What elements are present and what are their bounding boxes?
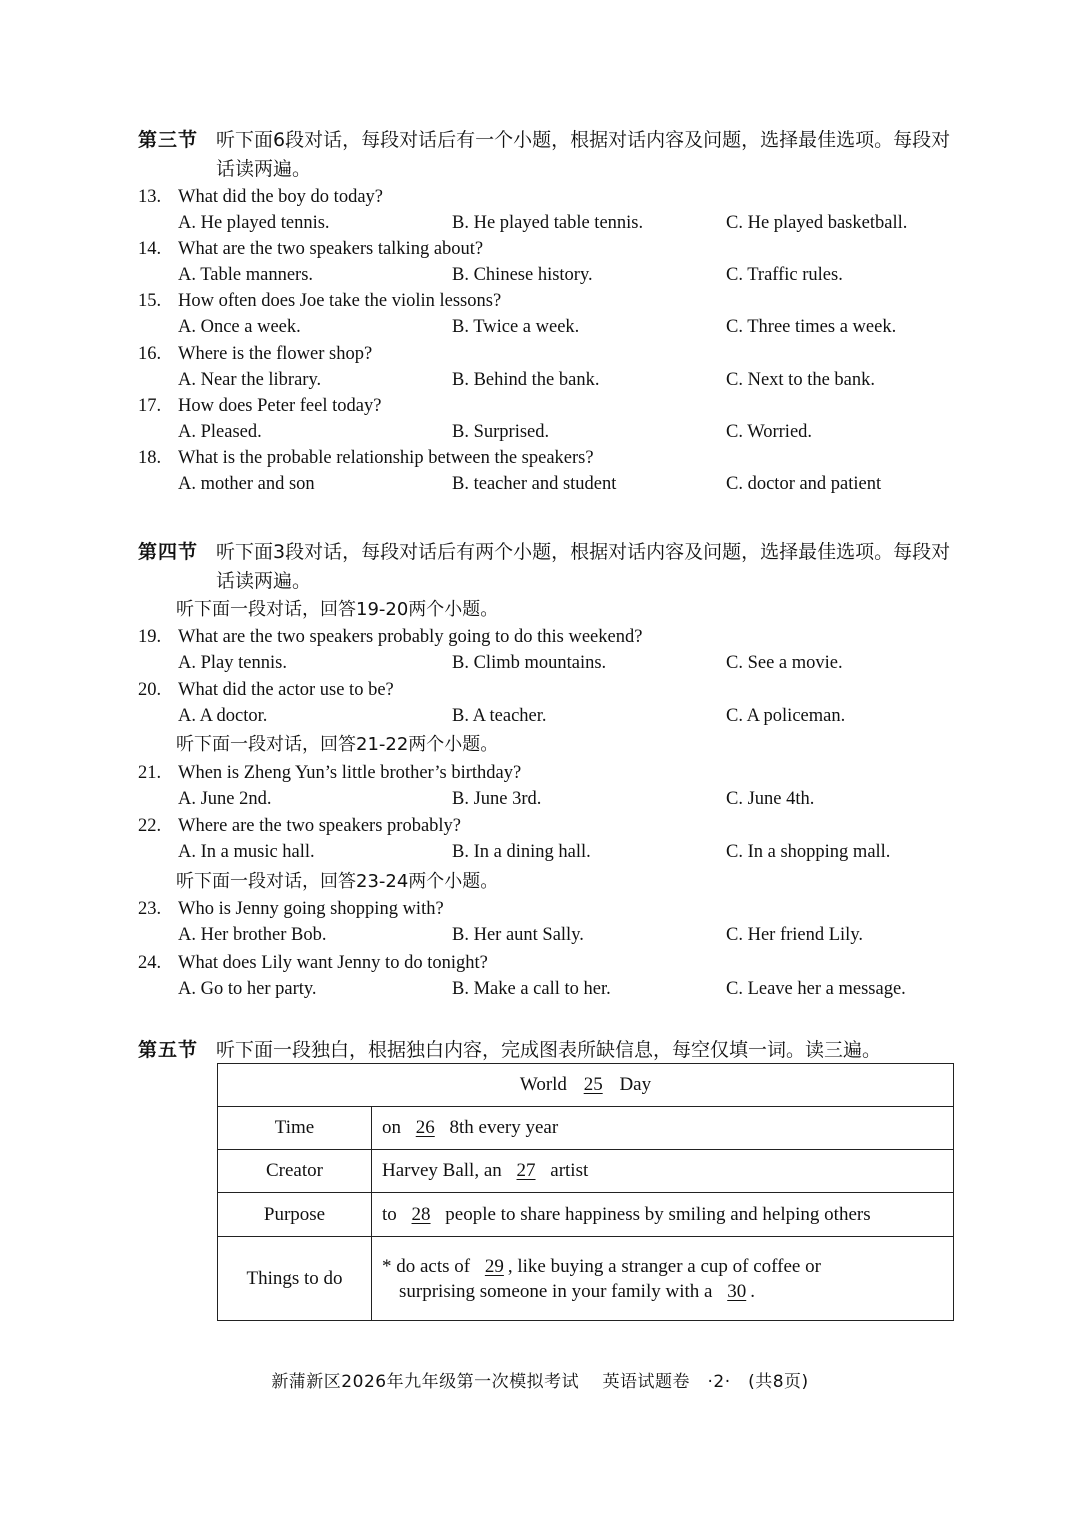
option-a: A. Pleased. <box>178 422 262 442</box>
question-item <box>138 239 958 291</box>
option-c: C. He played basketball. <box>726 213 908 233</box>
option-b: B. teacher and student <box>452 474 617 494</box>
purpose-prefix: to <box>382 1203 397 1225</box>
option-c: C. Next to the bank. <box>726 370 876 390</box>
option-c: C. Leave her a message. <box>726 979 906 999</box>
things-line-1 <box>382 1254 943 1279</box>
things-prefix: * do acts of <box>382 1255 471 1277</box>
option-b: B. He played table tennis. <box>452 213 644 233</box>
option-a: A. Her brother Bob. <box>178 925 327 945</box>
question-stem: What does Lily want Jenny to do tonight? <box>178 953 488 973</box>
option-a: A. He played tennis. <box>178 213 330 233</box>
section-3-label: 第三节 <box>138 129 199 151</box>
question-item <box>138 816 958 868</box>
purpose-suffix: people to share happiness by smiling and helping others <box>445 1203 871 1225</box>
creator-suffix: artist <box>550 1160 589 1181</box>
option-a: A. mother and son <box>178 474 315 494</box>
option-c: C. Her friend Lily. <box>726 925 863 945</box>
things-label: Things to do <box>218 1237 372 1321</box>
option-c: C. Traffic rules. <box>726 265 843 285</box>
option-b: B. Make a call to her. <box>452 979 611 999</box>
question-number: 14. <box>138 239 162 259</box>
blank-27: 27 <box>516 1160 536 1181</box>
section-4-subheading-2: 听下面一段对话，回答21-22两个小题。 <box>176 734 499 755</box>
section-4-label: 第四节 <box>138 541 199 563</box>
question-number: 17. <box>138 396 162 416</box>
table-row-creator <box>218 1150 954 1193</box>
option-c: C. doctor and patient <box>726 474 882 494</box>
option-c: C. In a shopping mall. <box>726 842 891 862</box>
question-number: 23. <box>138 899 162 919</box>
option-a: A. A doctor. <box>178 706 268 726</box>
question-stem: When is Zheng Yun’s little brother’s birthday? <box>178 763 522 783</box>
creator-value-cell <box>372 1150 954 1193</box>
info-table <box>217 1063 954 1321</box>
blank-25: 25 <box>583 1074 603 1095</box>
table-title-cell <box>218 1064 954 1107</box>
option-c: C. June 4th. <box>726 789 815 809</box>
question-item <box>138 187 958 239</box>
option-a: A. Go to her party. <box>178 979 317 999</box>
question-number: 15. <box>138 291 162 311</box>
option-b: B. Climb mountains. <box>452 653 607 673</box>
purpose-value-cell <box>372 1193 954 1237</box>
question-number: 16. <box>138 344 162 364</box>
question-number: 19. <box>138 627 162 647</box>
question-stem: What is the probable relationship between the speakers? <box>178 448 594 468</box>
title-prefix: World <box>519 1074 567 1095</box>
page-footer: 新蒲新区2026年九年级第一次模拟考试 英语试题卷 ·2· (共8页) <box>271 1372 809 1392</box>
question-stem: Where is the flower shop? <box>178 344 373 364</box>
table-title-row <box>218 1064 954 1107</box>
section-4-subheading-1: 听下面一段对话，回答19-20两个小题。 <box>176 599 499 620</box>
question-number: 24. <box>138 953 162 973</box>
time-label: Time <box>218 1107 372 1150</box>
question-item <box>138 680 958 732</box>
question-number: 13. <box>138 187 162 207</box>
option-b: B. Her aunt Sally. <box>452 925 584 945</box>
option-b: B. Surprised. <box>452 422 550 442</box>
blank-28: 28 <box>411 1203 431 1225</box>
things-line2-prefix: surprising someone in your family with a <box>399 1280 713 1302</box>
question-item <box>138 627 958 679</box>
question-item <box>138 899 958 951</box>
question-stem: Who is Jenny going shopping with? <box>178 899 444 919</box>
time-suffix: 8th every year <box>449 1117 559 1138</box>
purpose-label: Purpose <box>218 1193 372 1237</box>
blank-30: 30 <box>727 1280 747 1302</box>
option-c: C. A policeman. <box>726 706 846 726</box>
question-number: 20. <box>138 680 162 700</box>
option-a: A. Near the library. <box>178 370 322 390</box>
question-stem: What are the two speakers probably going to do this weekend? <box>178 627 643 647</box>
section-5-label: 第五节 <box>138 1039 199 1061</box>
question-number: 21. <box>138 763 162 783</box>
creator-prefix: Harvey Ball, an <box>382 1160 502 1181</box>
option-a: A. Table manners. <box>178 265 314 285</box>
option-b: B. In a dining hall. <box>452 842 591 862</box>
blank-29: 29 <box>484 1255 504 1277</box>
title-suffix: Day <box>619 1074 652 1095</box>
option-b: B. A teacher. <box>452 706 547 726</box>
question-item <box>138 763 958 815</box>
time-prefix: on <box>382 1117 401 1138</box>
blank-26: 26 <box>415 1117 435 1138</box>
section-3-instruction: 听下面6段对话，每段对话后有一个小题，根据对话内容及问题，选择最佳选项。每段对话读两遍。 <box>216 129 951 180</box>
option-b: B. June 3rd. <box>452 789 542 809</box>
section-4-subheading-3: 听下面一段对话，回答23-24两个小题。 <box>176 871 499 892</box>
question-stem: What are the two speakers talking about? <box>178 239 484 259</box>
section-4-instruction: 听下面3段对话，每段对话后有两个小题，根据对话内容及问题，选择最佳选项。每段对话读两遍。 <box>216 541 951 592</box>
table-row-time <box>218 1107 954 1150</box>
question-item <box>138 953 958 1005</box>
option-b: B. Chinese history. <box>452 265 593 285</box>
things-line-2 <box>382 1279 943 1304</box>
question-stem: How does Peter feel today? <box>178 396 382 416</box>
option-b: B. Behind the bank. <box>452 370 600 390</box>
section-5-instruction: 听下面一段独白，根据独白内容，完成图表所缺信息，每空仅填一词。读三遍。 <box>216 1039 882 1061</box>
question-number: 18. <box>138 448 162 468</box>
option-c: C. See a movie. <box>726 653 843 673</box>
question-stem: What did the actor use to be? <box>178 680 394 700</box>
option-b: B. Twice a week. <box>452 317 580 337</box>
things-value-cell <box>372 1237 954 1321</box>
table-row-things <box>218 1237 954 1321</box>
question-stem: What did the boy do today? <box>178 187 383 207</box>
time-value-cell <box>372 1107 954 1150</box>
creator-label: Creator <box>218 1150 372 1193</box>
question-stem: Where are the two speakers probably? <box>178 816 462 836</box>
option-a: A. June 2nd. <box>178 789 272 809</box>
question-number: 22. <box>138 816 162 836</box>
question-stem: How often does Joe take the violin lessons? <box>178 291 502 311</box>
things-middle: , like buying a stranger a cup of coffee or <box>507 1255 821 1277</box>
table-row-purpose <box>218 1193 954 1237</box>
option-a: A. Once a week. <box>178 317 301 337</box>
question-item <box>138 448 958 500</box>
things-end: . <box>750 1280 755 1302</box>
question-item <box>138 344 958 396</box>
option-c: C. Three times a week. <box>726 317 897 337</box>
question-item <box>138 396 958 448</box>
option-a: A. Play tennis. <box>178 653 287 673</box>
option-c: C. Worried. <box>726 422 813 442</box>
option-a: A. In a music hall. <box>178 842 315 862</box>
question-item <box>138 291 958 343</box>
